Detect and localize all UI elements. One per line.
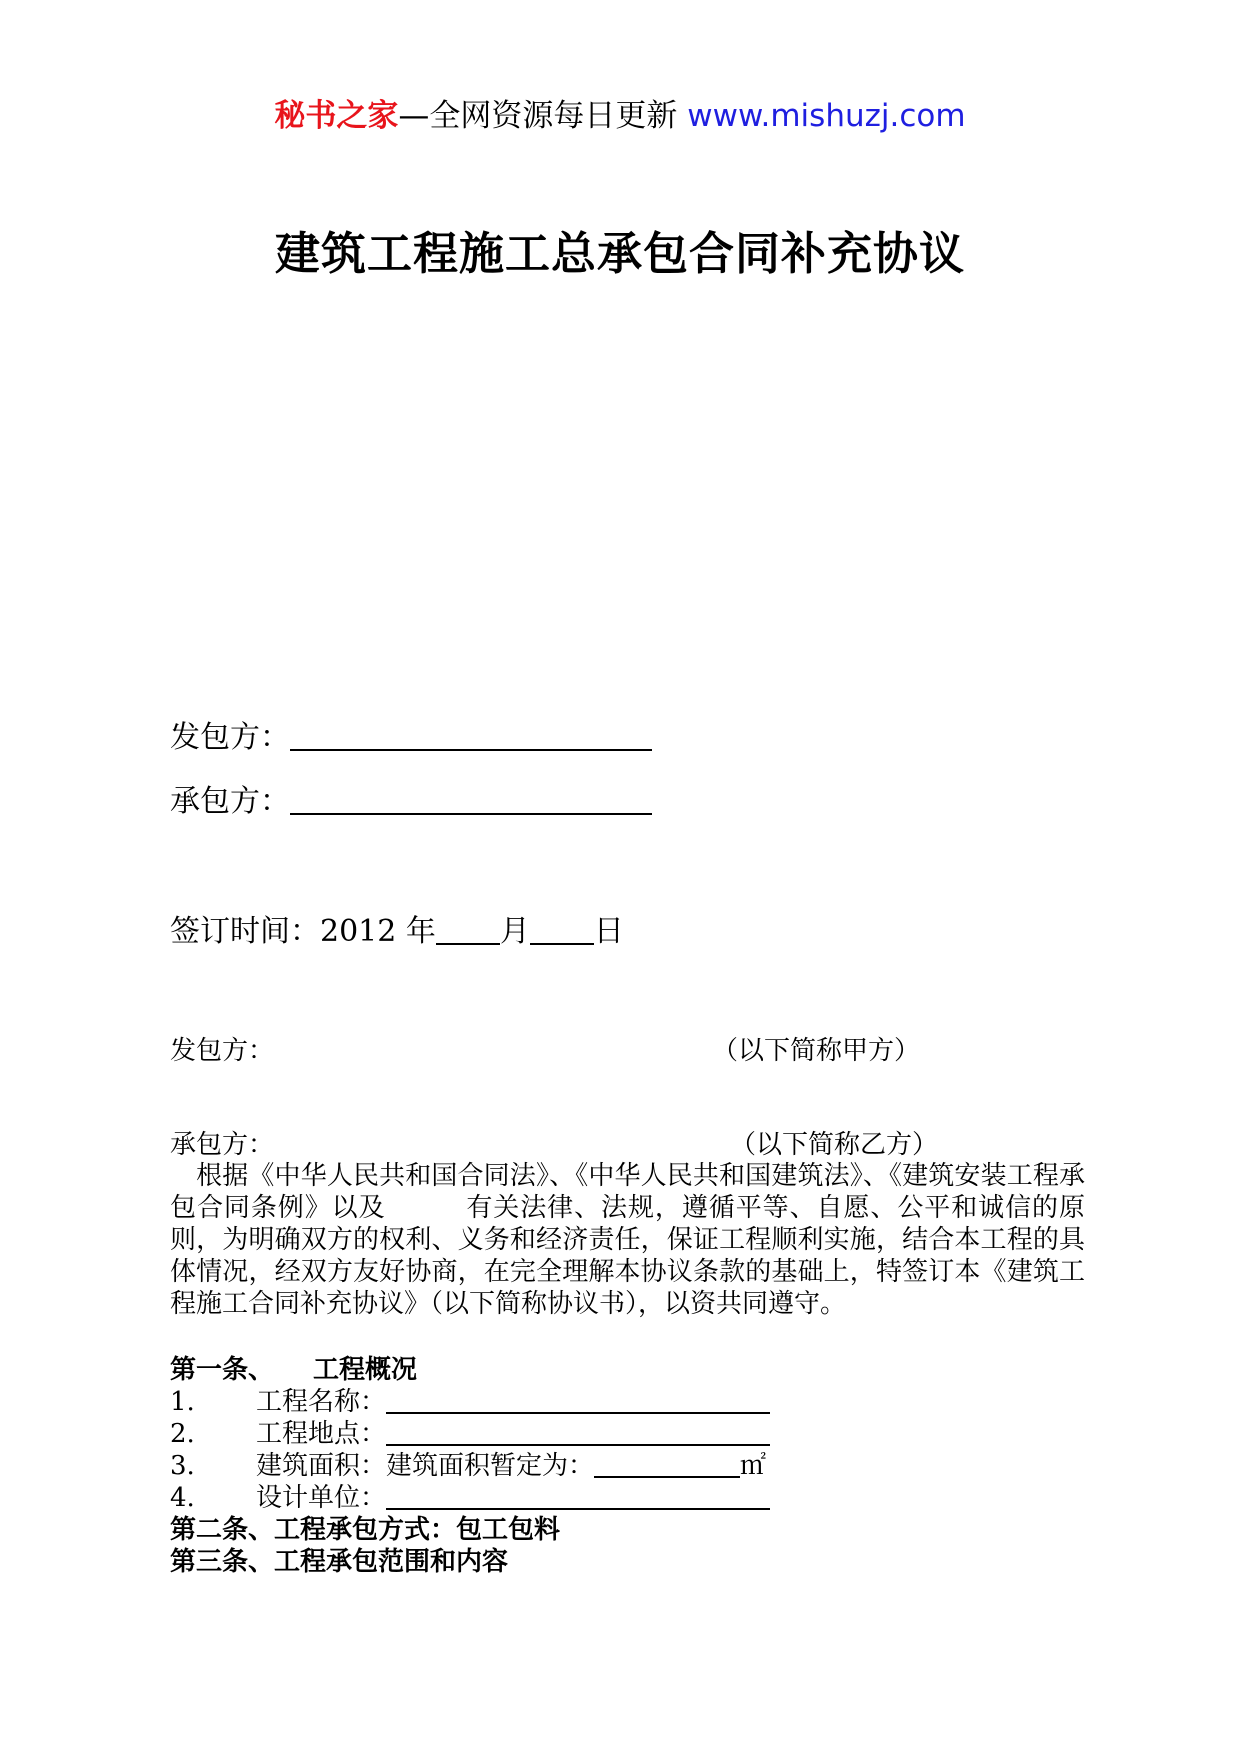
cover-sign-label: 签订时间：2012 年 bbox=[170, 914, 436, 949]
party-employer-label: 发包方： bbox=[170, 1036, 275, 1066]
item-number: 2. bbox=[170, 1419, 195, 1449]
item-number: 4. bbox=[170, 1483, 195, 1513]
intro-paragraph: 根据《中华人民共和国合同法》、《中华人民共和国建筑法》、《建筑安装工程承包合同条例》以及 有关法律、法规，遵循平等、自愿、公平和诚信的原则，为明确双方的权利、义务和经济责任，保证工程顺利实施，结合本工程的具体情况，经双方友好协商，在完全理解本协议条款的基础上，特签订本《建筑工程施工合同补充协议》（以下简称协议书），以资共同遵守。 bbox=[170, 1161, 1085, 1319]
banner-url[interactable]: www.mishuzj.com bbox=[687, 98, 966, 134]
article-2-heading: 第二条、工程承包方式：包工包料 bbox=[170, 1515, 561, 1545]
cover-employer-label: 发包方： bbox=[170, 720, 290, 755]
article-1-heading: 第一条、 工程概况 bbox=[170, 1355, 418, 1385]
item-label: 工程地点： bbox=[256, 1419, 387, 1449]
item-number: 3. bbox=[170, 1451, 195, 1481]
cover-month-blank[interactable] bbox=[436, 913, 500, 945]
design-unit-blank[interactable] bbox=[386, 1484, 770, 1510]
cover-sign-date-line bbox=[170, 912, 624, 952]
article-1-item bbox=[170, 1482, 770, 1514]
banner-brand: 秘书之家 bbox=[274, 98, 399, 134]
cover-contractor-blank[interactable] bbox=[290, 783, 652, 815]
cover-employer-blank[interactable] bbox=[290, 719, 652, 751]
article-1-item bbox=[170, 1386, 770, 1418]
cover-day-label: 日 bbox=[593, 914, 624, 949]
party-contractor-note: （以下简称乙方） bbox=[730, 1130, 939, 1160]
item-label: 建筑面积：建筑面积暂定为： bbox=[256, 1451, 595, 1481]
banner-slogan: —全网资源每日更新 bbox=[398, 98, 688, 134]
building-area-blank[interactable] bbox=[594, 1452, 740, 1478]
cover-month-label: 月 bbox=[499, 914, 530, 949]
cover-contractor-label: 承包方： bbox=[170, 784, 290, 819]
site-banner bbox=[0, 96, 1240, 136]
party-contractor-label: 承包方： bbox=[170, 1130, 275, 1160]
article-1-item bbox=[170, 1450, 766, 1482]
article-1-item bbox=[170, 1418, 770, 1450]
item-label: 工程名称： bbox=[256, 1387, 387, 1417]
document-title: 建筑工程施工总承包合同补充协议 bbox=[274, 227, 965, 280]
cover-day-blank[interactable] bbox=[530, 913, 594, 945]
area-unit: ㎡ bbox=[740, 1451, 767, 1481]
cover-contractor-line bbox=[170, 782, 652, 822]
project-location-blank[interactable] bbox=[386, 1420, 770, 1446]
article-3-heading: 第三条、工程承包范围和内容 bbox=[170, 1547, 509, 1577]
item-label: 设计单位： bbox=[256, 1483, 387, 1513]
item-number: 1. bbox=[170, 1387, 195, 1417]
project-name-blank[interactable] bbox=[386, 1388, 770, 1414]
cover-employer-line bbox=[170, 718, 652, 758]
party-employer-note: （以下简称甲方） bbox=[712, 1036, 921, 1066]
